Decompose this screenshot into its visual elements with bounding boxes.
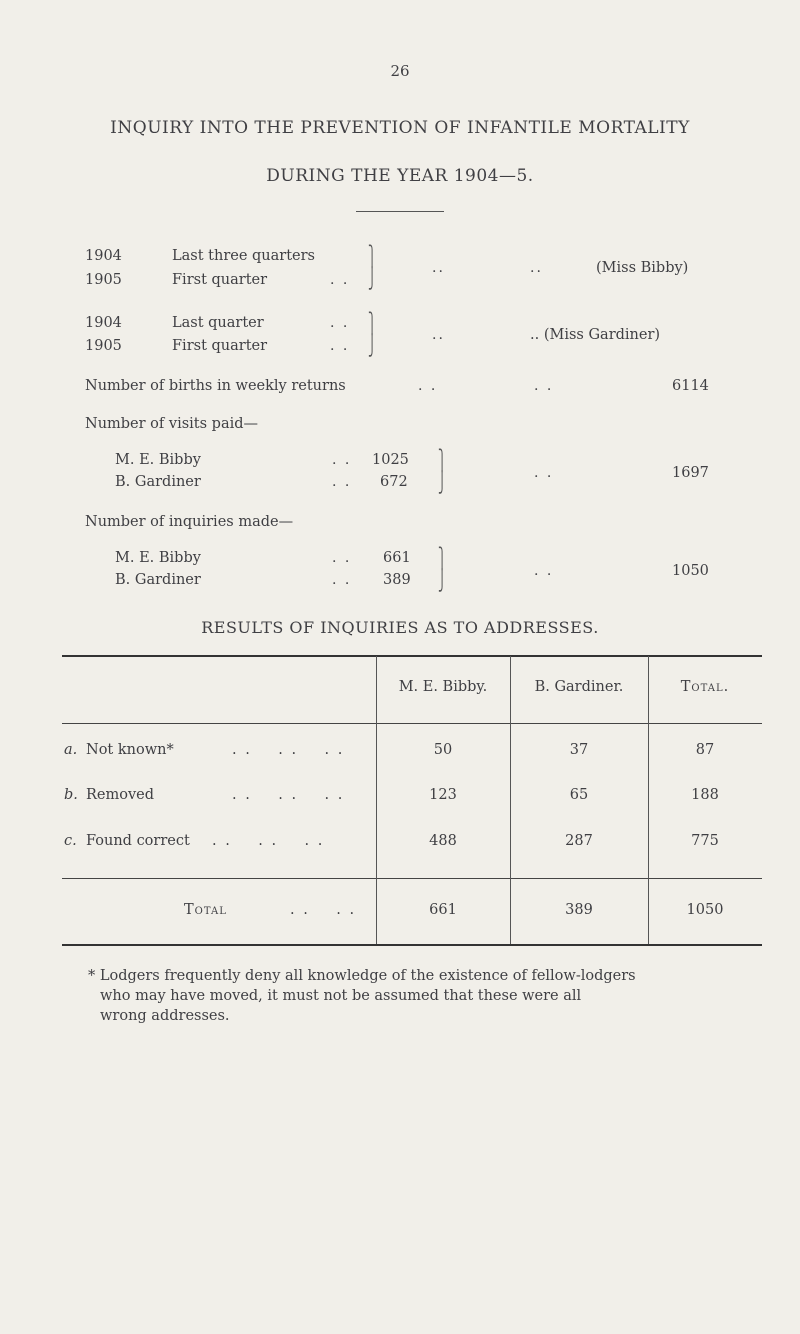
leader-dots: .. xyxy=(432,260,445,276)
brace-icon: ⎭ xyxy=(438,568,447,592)
row-label: Not known* xyxy=(86,742,174,758)
visits-value: 672 xyxy=(380,474,408,490)
brace-icon: ⎫ xyxy=(368,244,377,268)
visits-total: 1697 xyxy=(672,465,709,481)
leader-dots: . . . . . . xyxy=(232,787,345,803)
cell-bibby: 123 xyxy=(429,787,457,803)
footnote-line: * Lodgers frequently deny all knowledge of the existence of fellow-lodgers xyxy=(88,968,636,984)
page-title: INQUIRY INTO THE PREVENTION OF INFANTILE MORTALITY xyxy=(110,118,690,138)
row-letter: a. xyxy=(64,742,78,758)
column-header-total: Total. xyxy=(680,679,730,695)
visits-name: B. Gardiner xyxy=(115,474,201,490)
inquiries-name: B. Gardiner xyxy=(115,572,201,588)
brace-icon: ⎭ xyxy=(368,333,377,357)
table-total-rule xyxy=(62,878,762,879)
inquiries-name: M. E. Bibby xyxy=(115,550,201,566)
leader-dots: . . xyxy=(534,378,554,394)
period-inquirer: .. (Miss Gardiner) xyxy=(530,327,661,343)
cell-gardiner: 65 xyxy=(569,787,589,803)
cell-total: 188 xyxy=(691,787,719,803)
period-inquirer: (Miss Bibby) xyxy=(596,260,689,276)
period-year: 1905 xyxy=(85,338,122,354)
page-number: 26 xyxy=(390,62,410,80)
total-gardiner: 389 xyxy=(565,902,593,918)
inquiries-value: 389 xyxy=(383,572,411,588)
cell-total: 775 xyxy=(691,833,719,849)
cell-gardiner: 37 xyxy=(569,742,589,758)
period-label: Last three quarters xyxy=(172,248,315,264)
leader-dots: . . xyxy=(330,272,350,288)
footnote xyxy=(88,966,768,1026)
table-bottom-rule xyxy=(62,944,762,946)
births-value: 6114 xyxy=(672,378,709,394)
leader-dots: . . xyxy=(330,338,350,354)
brace-icon: ⎭ xyxy=(438,470,447,494)
total-grand: 1050 xyxy=(686,902,724,918)
leader-dots: . . xyxy=(418,378,438,394)
leader-dots: . . xyxy=(534,563,554,579)
cell-gardiner: 287 xyxy=(565,833,593,849)
page-subtitle: DURING THE YEAR 1904—5. xyxy=(266,166,534,186)
row-label: Removed xyxy=(86,787,155,803)
leader-dots: . . . . . . xyxy=(212,833,325,849)
title-divider xyxy=(356,211,444,212)
period-year: 1905 xyxy=(85,272,122,288)
inquiries-value: 661 xyxy=(383,550,411,566)
leader-dots: . . . . xyxy=(290,902,357,918)
period-year: 1904 xyxy=(85,248,122,264)
period-label: Last quarter xyxy=(172,315,264,331)
column-header-gardiner: B. Gardiner. xyxy=(534,679,624,695)
period-label: First quarter xyxy=(172,272,268,288)
leader-dots: . . xyxy=(330,315,350,331)
visits-value: 1025 xyxy=(372,452,409,468)
period-label: First quarter xyxy=(172,338,268,354)
cell-bibby: 488 xyxy=(429,833,457,849)
brace-icon: ⎫ xyxy=(438,546,447,570)
leader-dots: . . xyxy=(332,474,352,490)
inquiries-heading: Number of inquiries made— xyxy=(85,514,294,530)
leader-dots: .. xyxy=(432,327,445,343)
leader-dots: . . xyxy=(332,572,352,588)
cell-total: 87 xyxy=(695,742,715,758)
leader-dots: . . xyxy=(332,550,352,566)
total-bibby: 661 xyxy=(429,902,457,918)
leader-dots: . . xyxy=(534,465,554,481)
total-row-label: Total xyxy=(184,902,227,918)
table-header-rule xyxy=(62,723,762,724)
row-letter: b. xyxy=(64,787,78,803)
brace-icon: ⎫ xyxy=(368,311,377,335)
visits-name: M. E. Bibby xyxy=(115,452,201,468)
leader-dots: .. xyxy=(530,260,543,276)
leader-dots: . . xyxy=(332,452,352,468)
brace-icon: ⎫ xyxy=(438,448,447,472)
period-year: 1904 xyxy=(85,315,122,331)
brace-icon: ⎭ xyxy=(368,266,377,290)
footnote-line: who may have moved, it must not be assumed that these were all xyxy=(100,988,582,1004)
column-header-bibby: M. E. Bibby. xyxy=(398,679,488,695)
results-heading: RESULTS OF INQUIRIES AS TO ADDRESSES. xyxy=(201,618,599,637)
footnote-line: wrong addresses. xyxy=(100,1008,230,1024)
row-label: Found correct xyxy=(86,833,190,849)
inquiries-total: 1050 xyxy=(672,563,709,579)
cell-bibby: 50 xyxy=(433,742,453,758)
leader-dots: . . . . . . xyxy=(232,742,345,758)
row-letter: c. xyxy=(64,833,77,849)
births-label: Number of births in weekly returns xyxy=(85,378,346,394)
table-top-rule xyxy=(62,655,762,657)
visits-heading: Number of visits paid— xyxy=(85,416,259,432)
